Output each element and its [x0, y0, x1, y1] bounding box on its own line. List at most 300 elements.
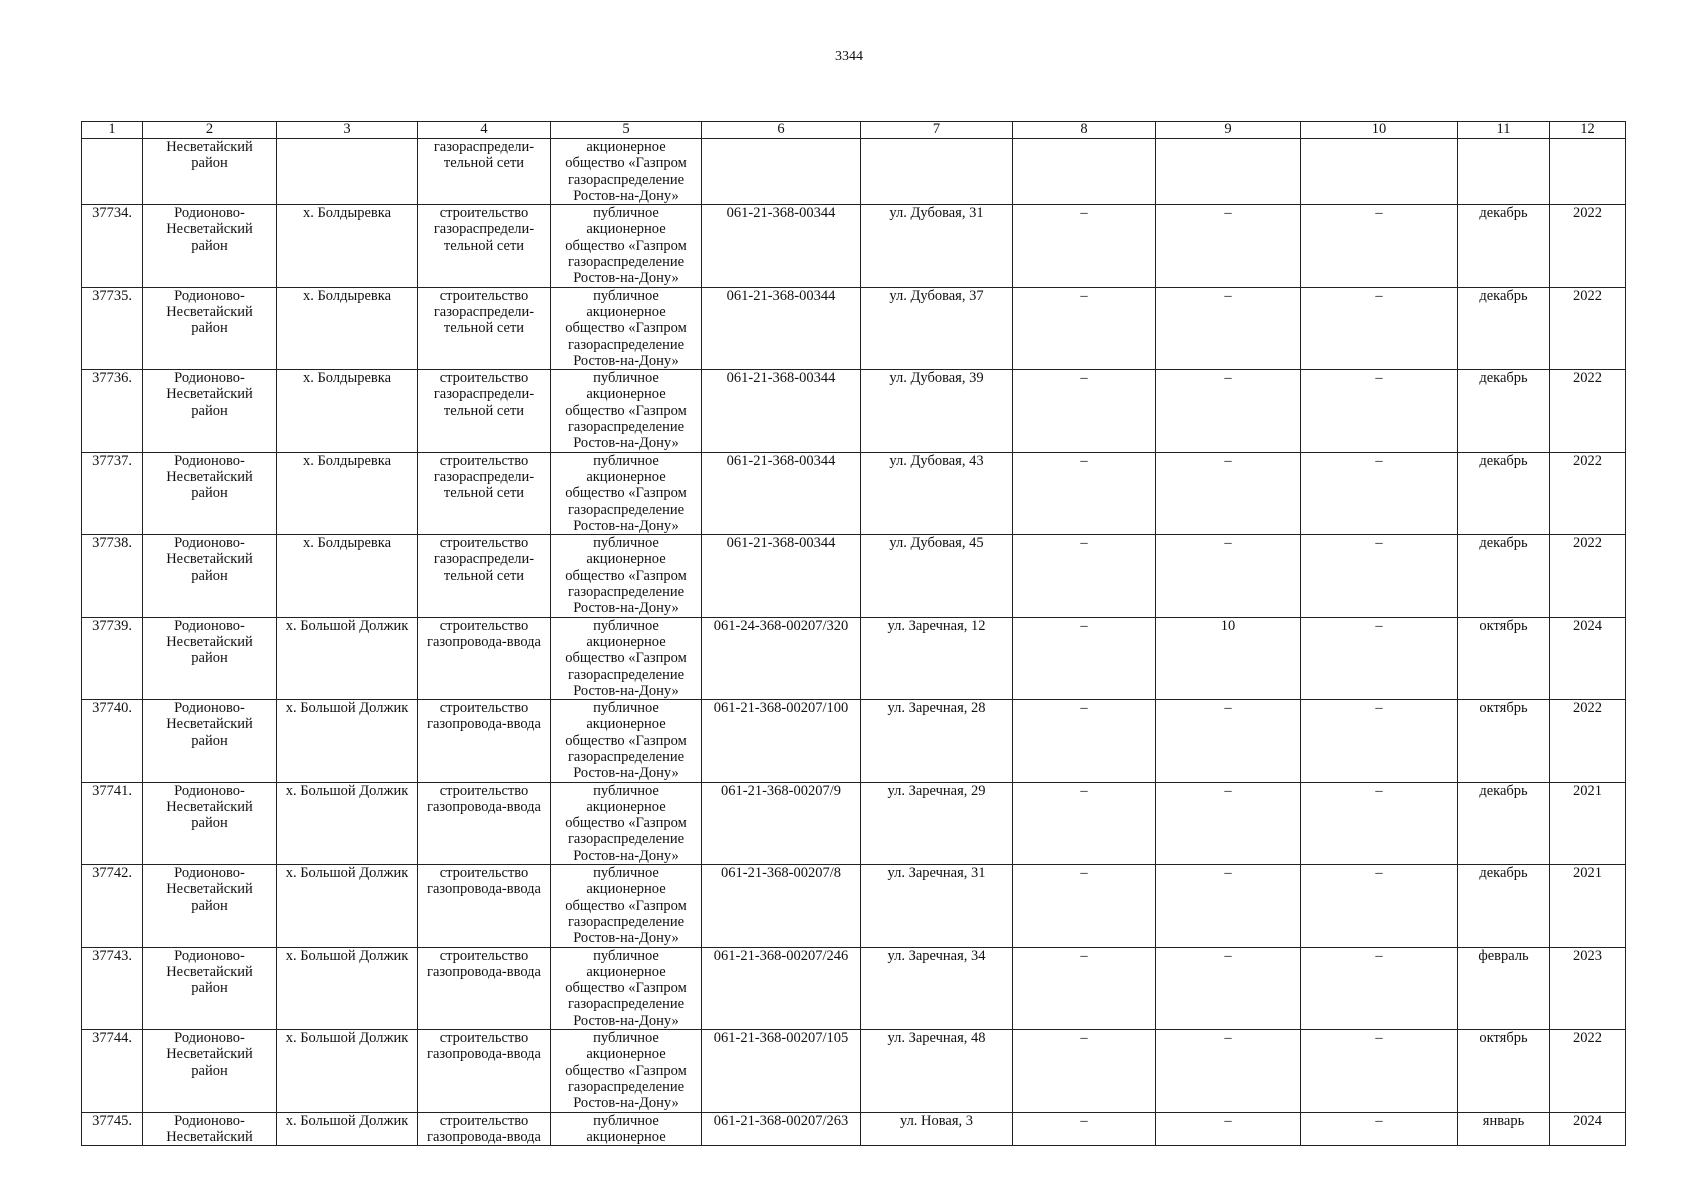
organization-line: Ростов-на-Дону»	[573, 352, 679, 369]
work-type-cell	[418, 535, 551, 617]
organization-line: акционерное	[586, 303, 666, 320]
row-number-cell: 37739.	[82, 617, 143, 699]
organization-line: публичное	[593, 782, 659, 799]
district-line: Несветайский	[166, 716, 253, 733]
page-number: 3344	[835, 49, 863, 64]
month-cell: декабрь	[1458, 205, 1550, 287]
organization-line: публичное	[593, 1030, 659, 1047]
code-cell: 061-24-368-00207/320	[702, 617, 861, 699]
table-row	[82, 287, 1626, 369]
organization-line: акционерное	[586, 551, 666, 568]
row-number-cell: 37744.	[82, 1030, 143, 1112]
organization-line: газораспределение	[567, 336, 685, 353]
organization-line: публичное	[593, 205, 659, 222]
year-cell: 2022	[1550, 700, 1626, 782]
row-number-cell: 37741.	[82, 782, 143, 864]
work-type-cell	[418, 865, 551, 947]
month-cell: январь	[1458, 1112, 1550, 1146]
settlement-cell: х. Болдыревка	[277, 452, 418, 534]
column-10-cell: –	[1301, 947, 1458, 1029]
year-cell: 2021	[1550, 782, 1626, 864]
organization-line: общество «Газпром	[565, 320, 687, 337]
organization-line: газораспределение	[567, 996, 685, 1013]
organization-cell	[551, 947, 702, 1029]
district-line: Несветайский	[166, 139, 253, 155]
organization-line: Ростов-на-Дону»	[573, 682, 679, 699]
work-type-line: строительство	[439, 782, 529, 799]
work-type-line: тельной сети	[443, 485, 525, 502]
code-cell: 061-21-368-00207/9	[702, 782, 861, 864]
column-8-cell: –	[1013, 205, 1156, 287]
organization-cell	[551, 139, 702, 205]
column-number: 5	[551, 122, 702, 139]
organization-line: Ростов-на-Дону»	[573, 847, 679, 864]
organization-line: публичное	[593, 1112, 659, 1129]
district-line: Родионово-	[174, 287, 245, 304]
code-cell: 061-21-368-00344	[702, 287, 861, 369]
column-8-cell: –	[1013, 1112, 1156, 1146]
organization-cell	[551, 370, 702, 452]
district-line: Несветайский	[166, 386, 253, 403]
month-cell: октябрь	[1458, 700, 1550, 782]
district-line: район	[191, 815, 228, 832]
organization-line: общество «Газпром	[565, 485, 687, 502]
code-cell: 061-21-368-00344	[702, 205, 861, 287]
district-line: Несветайский	[166, 633, 253, 650]
year-cell: 2022	[1550, 535, 1626, 617]
organization-cell	[551, 865, 702, 947]
table-body	[82, 122, 1626, 1146]
work-type-line: газопровода-ввода	[427, 963, 541, 980]
organization-cell	[551, 1112, 702, 1146]
address-cell: ул. Дубовая, 31	[861, 205, 1013, 287]
work-type-cell	[418, 370, 551, 452]
work-type-line: строительство	[439, 1112, 529, 1129]
year-cell: 2024	[1550, 1112, 1626, 1146]
organization-line: акционерное	[586, 468, 666, 485]
row-number-cell: 37737.	[82, 452, 143, 534]
organization-line: акционерное	[586, 221, 666, 238]
month-cell: февраль	[1458, 947, 1550, 1029]
organization-line: Ростов-на-Дону»	[573, 930, 679, 947]
settlement-cell: х. Большой Должик	[277, 865, 418, 947]
month-cell: декабрь	[1458, 370, 1550, 452]
district-line: район	[191, 155, 228, 172]
column-number-row	[82, 122, 1626, 139]
column-number: 9	[1156, 122, 1301, 139]
work-type-line: тельной сети	[443, 237, 525, 254]
organization-line: газораспределение	[567, 171, 685, 188]
column-8-cell: –	[1013, 1030, 1156, 1112]
organization-cell	[551, 1030, 702, 1112]
table-row	[82, 205, 1626, 287]
work-type-cell	[418, 452, 551, 534]
column-9-cell: –	[1156, 205, 1301, 287]
work-type-line: строительство	[439, 452, 529, 469]
district-cell	[143, 1112, 277, 1146]
table-row	[82, 1112, 1626, 1146]
work-type-line: тельной сети	[443, 155, 525, 172]
organization-line: общество «Газпром	[565, 567, 687, 584]
column-number: 6	[702, 122, 861, 139]
column-number: 4	[418, 122, 551, 139]
work-type-line: тельной сети	[443, 402, 525, 419]
organization-cell	[551, 205, 702, 287]
work-type-line: газораспредели-	[433, 551, 535, 568]
organization-line: акционерное	[586, 633, 666, 650]
table-row	[82, 947, 1626, 1029]
column-9-cell: –	[1156, 947, 1301, 1029]
work-type-line: строительство	[439, 535, 529, 552]
column-8-cell: –	[1013, 370, 1156, 452]
column-10-cell: –	[1301, 782, 1458, 864]
work-type-line: газораспредели-	[433, 386, 535, 403]
organization-line: общество «Газпром	[565, 237, 687, 254]
district-line: Родионово-	[174, 452, 245, 469]
year-cell: 2022	[1550, 205, 1626, 287]
year-cell: 2021	[1550, 865, 1626, 947]
column-number: 1	[82, 122, 143, 139]
column-9-cell: –	[1156, 535, 1301, 617]
organization-cell	[551, 535, 702, 617]
district-cell	[143, 287, 277, 369]
work-type-line: газораспредели-	[433, 139, 535, 155]
district-line: район	[191, 1062, 228, 1079]
organization-cell	[551, 287, 702, 369]
address-cell: ул. Дубовая, 37	[861, 287, 1013, 369]
organization-line: общество «Газпром	[565, 650, 687, 667]
address-cell: ул. Заречная, 29	[861, 782, 1013, 864]
code-cell: 061-21-368-00207/8	[702, 865, 861, 947]
organization-line: общество «Газпром	[565, 815, 687, 832]
column-9-cell: –	[1156, 1030, 1301, 1112]
year-cell: 2024	[1550, 617, 1626, 699]
district-cell	[143, 139, 277, 205]
district-cell	[143, 865, 277, 947]
organization-line: газораспределение	[567, 254, 685, 271]
organization-line: общество «Газпром	[565, 1062, 687, 1079]
column-number: 7	[861, 122, 1013, 139]
work-type-cell	[418, 617, 551, 699]
work-type-line: строительство	[439, 947, 529, 964]
organization-line: Ростов-на-Дону»	[573, 517, 679, 534]
organization-line: общество «Газпром	[565, 980, 687, 997]
settlement-cell: х. Большой Должик	[277, 782, 418, 864]
district-line: Родионово-	[174, 1030, 245, 1047]
address-cell: ул. Новая, 3	[861, 1112, 1013, 1146]
district-line: район	[191, 732, 228, 749]
work-type-cell	[418, 1112, 551, 1146]
district-line: район	[191, 650, 228, 667]
organization-cell	[551, 452, 702, 534]
work-type-line: строительство	[439, 700, 529, 717]
row-number-cell: 37740.	[82, 700, 143, 782]
organization-line: Ростов-на-Дону»	[573, 187, 679, 204]
code-cell: 061-21-368-00344	[702, 370, 861, 452]
month-cell	[1458, 139, 1550, 205]
column-number: 8	[1013, 122, 1156, 139]
organization-line: Ростов-на-Дону»	[573, 765, 679, 782]
organization-line: публичное	[593, 370, 659, 387]
settlement-cell: х. Болдыревка	[277, 205, 418, 287]
code-cell: 061-21-368-00207/263	[702, 1112, 861, 1146]
code-cell: 061-21-368-00207/105	[702, 1030, 861, 1112]
year-cell: 2022	[1550, 370, 1626, 452]
code-cell: 061-21-368-00344	[702, 452, 861, 534]
column-9-cell: –	[1156, 782, 1301, 864]
row-number-cell: 37745.	[82, 1112, 143, 1146]
organization-line: Ростов-на-Дону»	[573, 1012, 679, 1029]
work-type-line: строительство	[439, 205, 529, 222]
month-cell: октябрь	[1458, 617, 1550, 699]
organization-line: публичное	[593, 617, 659, 634]
settlement-cell: х. Большой Должик	[277, 700, 418, 782]
column-9-cell: –	[1156, 452, 1301, 534]
column-10-cell: –	[1301, 452, 1458, 534]
year-cell: 2022	[1550, 287, 1626, 369]
month-cell: декабрь	[1458, 782, 1550, 864]
column-9-cell: 10	[1156, 617, 1301, 699]
organization-line: общество «Газпром	[565, 402, 687, 419]
district-line: Несветайский	[166, 551, 253, 568]
work-type-line: газопровода-ввода	[427, 1046, 541, 1063]
district-line: район	[191, 980, 228, 997]
organization-cell	[551, 782, 702, 864]
column-8-cell: –	[1013, 947, 1156, 1029]
organization-line: акционерное	[586, 963, 666, 980]
settlement-cell: х. Болдыревка	[277, 370, 418, 452]
column-8-cell: –	[1013, 617, 1156, 699]
district-line: район	[191, 567, 228, 584]
table-row	[82, 617, 1626, 699]
column-10-cell: –	[1301, 1112, 1458, 1146]
month-cell: декабрь	[1458, 452, 1550, 534]
work-type-line: газораспредели-	[433, 303, 535, 320]
column-number: 11	[1458, 122, 1550, 139]
work-type-cell	[418, 782, 551, 864]
register-table	[81, 121, 1626, 1146]
work-type-line: газопровода-ввода	[427, 633, 541, 650]
district-line: Несветайский	[166, 303, 253, 320]
row-number-cell: 37743.	[82, 947, 143, 1029]
address-cell: ул. Заречная, 12	[861, 617, 1013, 699]
district-line: Несветайский	[166, 1046, 253, 1063]
district-line: район	[191, 320, 228, 337]
table-row	[82, 865, 1626, 947]
district-line: Несветайский	[166, 963, 253, 980]
table-row	[82, 452, 1626, 534]
district-cell	[143, 535, 277, 617]
district-line: Родионово-	[174, 782, 245, 799]
district-cell	[143, 205, 277, 287]
row-number-cell: 37736.	[82, 370, 143, 452]
organization-line: Ростов-на-Дону»	[573, 600, 679, 617]
year-cell	[1550, 139, 1626, 205]
organization-line: газораспределение	[567, 666, 685, 683]
organization-line: общество «Газпром	[565, 897, 687, 914]
column-8-cell: –	[1013, 452, 1156, 534]
organization-line: публичное	[593, 452, 659, 469]
district-line: район	[191, 485, 228, 502]
month-cell: декабрь	[1458, 535, 1550, 617]
district-line: Родионово-	[174, 370, 245, 387]
organization-line: публичное	[593, 535, 659, 552]
address-cell: ул. Дубовая, 43	[861, 452, 1013, 534]
district-line: Несветайский	[166, 1128, 253, 1145]
column-10-cell: –	[1301, 287, 1458, 369]
district-line: Несветайский	[166, 468, 253, 485]
column-10-cell: –	[1301, 865, 1458, 947]
address-cell: ул. Заречная, 28	[861, 700, 1013, 782]
district-cell	[143, 452, 277, 534]
column-8-cell: –	[1013, 535, 1156, 617]
organization-line: Ростов-на-Дону»	[573, 435, 679, 452]
work-type-line: строительство	[439, 370, 529, 387]
column-number: 2	[143, 122, 277, 139]
settlement-cell: х. Болдыревка	[277, 535, 418, 617]
district-cell	[143, 1030, 277, 1112]
column-9-cell: –	[1156, 700, 1301, 782]
row-number-cell	[82, 139, 143, 205]
column-9-cell: –	[1156, 865, 1301, 947]
row-number-cell: 37738.	[82, 535, 143, 617]
organization-line: акционерное	[586, 1128, 666, 1145]
organization-line: газораспределение	[567, 913, 685, 930]
work-type-line: газораспредели-	[433, 468, 535, 485]
column-number: 12	[1550, 122, 1626, 139]
organization-line: публичное	[593, 287, 659, 304]
work-type-line: газораспредели-	[433, 221, 535, 238]
district-line: район	[191, 897, 228, 914]
table-row	[82, 535, 1626, 617]
district-line: район	[191, 237, 228, 254]
work-type-cell	[418, 947, 551, 1029]
work-type-line: тельной сети	[443, 320, 525, 337]
column-10-cell: –	[1301, 535, 1458, 617]
organization-line: акционерное	[586, 798, 666, 815]
code-cell: 061-21-368-00207/100	[702, 700, 861, 782]
code-cell: 061-21-368-00344	[702, 535, 861, 617]
address-cell: ул. Заречная, 34	[861, 947, 1013, 1029]
work-type-line: газопровода-ввода	[427, 1128, 541, 1145]
organization-line: акционерное	[586, 881, 666, 898]
code-cell	[702, 139, 861, 205]
district-line: Родионово-	[174, 1112, 245, 1129]
year-cell: 2022	[1550, 1030, 1626, 1112]
organization-line: газораспределение	[567, 419, 685, 436]
settlement-cell: х. Большой Должик	[277, 1030, 418, 1112]
district-cell	[143, 947, 277, 1029]
column-number: 10	[1301, 122, 1458, 139]
work-type-line: газопровода-ввода	[427, 881, 541, 898]
column-8-cell	[1013, 139, 1156, 205]
district-line: Родионово-	[174, 617, 245, 634]
month-cell: декабрь	[1458, 865, 1550, 947]
column-10-cell: –	[1301, 370, 1458, 452]
column-8-cell: –	[1013, 782, 1156, 864]
table-row	[82, 700, 1626, 782]
month-cell: декабрь	[1458, 287, 1550, 369]
column-9-cell	[1156, 139, 1301, 205]
row-number-cell: 37735.	[82, 287, 143, 369]
work-type-line: тельной сети	[443, 567, 525, 584]
address-cell: ул. Заречная, 31	[861, 865, 1013, 947]
work-type-line: газопровода-ввода	[427, 798, 541, 815]
organization-line: публичное	[593, 700, 659, 717]
address-cell: ул. Дубовая, 45	[861, 535, 1013, 617]
address-cell	[861, 139, 1013, 205]
district-line: Родионово-	[174, 535, 245, 552]
column-10-cell	[1301, 139, 1458, 205]
row-number-cell: 37742.	[82, 865, 143, 947]
district-line: Несветайский	[166, 881, 253, 898]
settlement-cell	[277, 139, 418, 205]
year-cell: 2022	[1550, 452, 1626, 534]
code-cell: 061-21-368-00207/246	[702, 947, 861, 1029]
district-line: Родионово-	[174, 947, 245, 964]
district-cell	[143, 700, 277, 782]
address-cell: ул. Заречная, 48	[861, 1030, 1013, 1112]
district-cell	[143, 782, 277, 864]
column-8-cell: –	[1013, 287, 1156, 369]
work-type-cell	[418, 1030, 551, 1112]
column-number: 3	[277, 122, 418, 139]
work-type-cell	[418, 700, 551, 782]
organization-line: Ростов-на-Дону»	[573, 270, 679, 287]
organization-line: газораспределение	[567, 501, 685, 518]
column-10-cell: –	[1301, 1030, 1458, 1112]
district-line: Родионово-	[174, 865, 245, 882]
table-row	[82, 370, 1626, 452]
district-line: Несветайский	[166, 798, 253, 815]
settlement-cell: х. Большой Должик	[277, 1112, 418, 1146]
organization-line: акционерное	[586, 139, 666, 155]
work-type-line: газопровода-ввода	[427, 716, 541, 733]
organization-line: публичное	[593, 947, 659, 964]
work-type-cell	[418, 139, 551, 205]
organization-line: газораспределение	[567, 831, 685, 848]
column-10-cell: –	[1301, 700, 1458, 782]
organization-line: общество «Газпром	[565, 155, 687, 172]
work-type-line: строительство	[439, 287, 529, 304]
district-cell	[143, 370, 277, 452]
column-8-cell: –	[1013, 700, 1156, 782]
district-line: Родионово-	[174, 205, 245, 222]
district-cell	[143, 617, 277, 699]
column-9-cell: –	[1156, 287, 1301, 369]
work-type-line: строительство	[439, 1030, 529, 1047]
organization-line: публичное	[593, 865, 659, 882]
table-row	[82, 782, 1626, 864]
year-cell: 2023	[1550, 947, 1626, 1029]
organization-line: газораспределение	[567, 584, 685, 601]
address-cell: ул. Дубовая, 39	[861, 370, 1013, 452]
work-type-cell	[418, 205, 551, 287]
organization-line: акционерное	[586, 716, 666, 733]
continuation-row	[82, 139, 1626, 205]
column-8-cell: –	[1013, 865, 1156, 947]
organization-cell	[551, 700, 702, 782]
district-line: район	[191, 402, 228, 419]
organization-cell	[551, 617, 702, 699]
organization-line: акционерное	[586, 386, 666, 403]
settlement-cell: х. Болдыревка	[277, 287, 418, 369]
work-type-line: строительство	[439, 617, 529, 634]
district-line: Родионово-	[174, 700, 245, 717]
column-10-cell: –	[1301, 617, 1458, 699]
month-cell: октябрь	[1458, 1030, 1550, 1112]
organization-line: акционерное	[586, 1046, 666, 1063]
